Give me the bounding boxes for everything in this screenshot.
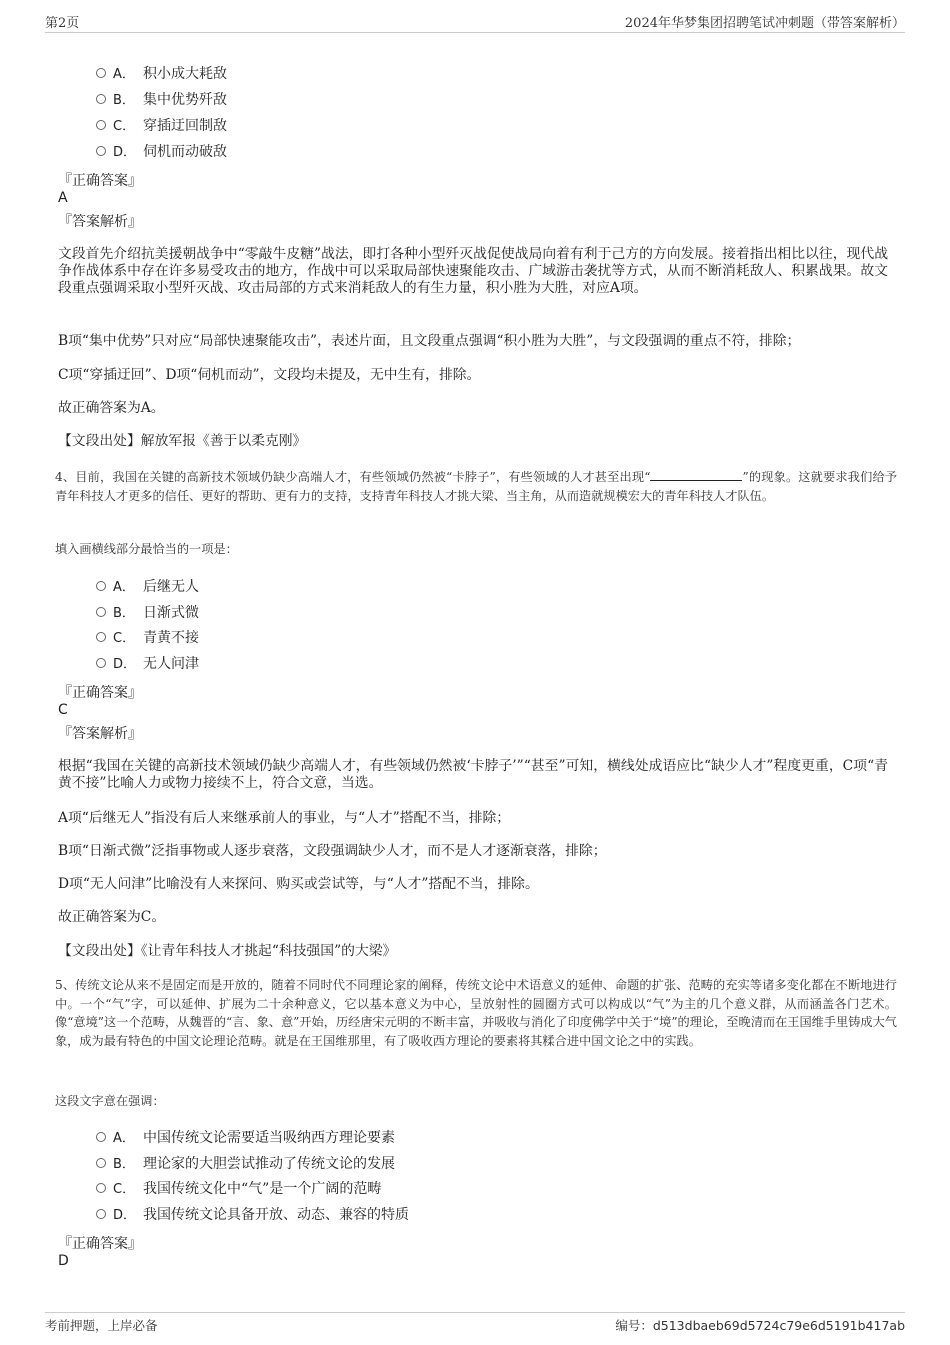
q4-analysis-b: B项“日渐式微”泛指事物或人逐步衰落，文段强调缺少人才，而不是人才逐渐衰落，排除；	[58, 843, 607, 859]
document-code: 编号：d513dbaeb69d5724c79e6d5191b417ab	[615, 1318, 905, 1333]
document-title: 2024年华梦集团招聘笔试冲刺题（带答案解析）	[624, 16, 905, 31]
q3-option-c[interactable]: C． 穿插迂回制敌	[96, 116, 227, 136]
q3-answer: A	[58, 190, 68, 206]
q5-option-a[interactable]: A． 中国传统文论需要适当吸纳西方理论要素	[96, 1128, 395, 1148]
q4-analysis-label: 『答案解析』	[58, 726, 142, 742]
q3-option-b[interactable]: B． 集中优势歼敌	[96, 90, 227, 110]
q3-analysis-cd: C项“穿插迂回”、D项“伺机而动”，文段均未提及，无中生有，排除。	[58, 367, 481, 383]
radio-icon[interactable]	[96, 1158, 106, 1168]
q3-source: 【文段出处】解放军报《善于以柔克刚》	[58, 433, 307, 449]
radio-icon[interactable]	[96, 1132, 106, 1142]
q4-analysis-d: D项“无人问津”比喻没有人来探问、购买或尝试等，与“人才”搭配不当，排除。	[58, 876, 539, 892]
radio-icon[interactable]	[96, 120, 106, 130]
q3-option-d[interactable]: D． 伺机而动破敌	[96, 142, 227, 162]
q5-option-c[interactable]: C． 我国传统文化中“气”是一个广阔的范畴	[96, 1179, 381, 1199]
q4-option-b[interactable]: B． 日渐式微	[96, 603, 199, 623]
q4-answer-label: 『正确答案』	[58, 685, 142, 701]
radio-icon[interactable]	[96, 581, 106, 591]
q4-option-c[interactable]: C． 青黄不接	[96, 628, 199, 648]
q4-source: 【文段出处】《让青年科技人才挑起“科技强国”的大梁》	[58, 943, 397, 959]
q4-option-d[interactable]: D． 无人问津	[96, 654, 199, 674]
radio-icon[interactable]	[96, 658, 106, 668]
q4-analysis-main: 根据“我国在关键的高新技术领域仍缺少高端人才，有些领域仍然被‘卡脖子’”“甚至”可知，横线处成语应比“缺少人才”程度更重，C项“青黄不接”比喻人力或物力接续不上，符合文意，当选。	[58, 758, 888, 791]
q5-answer: D	[58, 1253, 69, 1269]
q4-stem: 4、目前，我国在关键的高新技术领域仍缺少高端人才，有些领域仍然被“卡脖子”，有些领域的人才甚至出现“ ”的现象。这就要求我们给予青年科技人才更多的信任、更好的帮助、更有力的支持，支持青年科技人才挑大梁、当主角，从而造就规模宏大的青年科技人才队伍。	[55, 470, 898, 503]
radio-icon[interactable]	[96, 632, 106, 642]
q3-analysis-b: B项“集中优势”只对应“局部快速聚能攻击”，表述片面，且文段重点强调“积小胜为大胜”，与文段强调的重点不符，排除；	[58, 333, 801, 349]
q3-option-a[interactable]: A． 积小成大耗敌	[96, 64, 227, 84]
q3-conclusion: 故正确答案为A。	[58, 400, 165, 416]
radio-icon[interactable]	[96, 1209, 106, 1219]
radio-icon[interactable]	[96, 1183, 106, 1193]
page-number: 第2页	[45, 16, 80, 31]
q4-option-a[interactable]: A． 后继无人	[96, 577, 199, 597]
q5-stem: 5、传统文论从来不是固定而是开放的，随着不同时代不同理论家的阐释，传统文论中术语意义的延伸、命题的扩张、范畴的充实等诸多变化都在不断地进行中。一个“气”字，可以延伸、扩展为二十余种意义，它以基本意义为中心，呈放射性的圆圈方式可以构成以“气”为主的几个意义群，从而涵盖各门艺术。像“意境”这一个范畴，从魏晋的“言、象、意”开始，历经唐宋元明的不断丰富，并吸收与消化了印度佛学中关于“境”的理论，至晚清而在王国维手里铸成大气象，成为最有特色的中国文论理论范畴。就是在王国维那里，有了吸收西方理论的要素将其糅合进中国文论之中的实践。	[55, 978, 897, 1048]
q5-prompt: 这段文字意在强调：	[55, 1094, 165, 1108]
footer-slogan: 考前押题，上岸必备	[45, 1318, 158, 1333]
q5-option-b[interactable]: B． 理论家的大胆尝试推动了传统文论的发展	[96, 1154, 395, 1174]
q4-analysis-a: A项“后继无人”指没有后人来继承前人的事业，与“人才”搭配不当，排除；	[58, 810, 511, 826]
radio-icon[interactable]	[96, 607, 106, 617]
fill-blank	[650, 468, 742, 481]
radio-icon[interactable]	[96, 94, 106, 104]
q4-conclusion: 故正确答案为C。	[58, 909, 166, 925]
q4-prompt: 填入画横线部分最恰当的一项是：	[55, 542, 238, 556]
page-header	[45, 12, 905, 33]
radio-icon[interactable]	[96, 68, 106, 78]
q3-analysis-main: 文段首先介绍抗美援朝战争中“零敲牛皮糖”战法，即打各种小型歼灭战促使战局向着有利于己方的方向发展。接着指出相比以往，现代战争作战体系中存在许多易受攻击的地方，作战中可以采取局部快速聚能攻击、广域游击袭扰等方式，从而不断消耗敌人、积累战果。故文段重点强调采取小型歼灭战、攻击局部的方式来消耗敌人的有生力量，积小胜为大胜，对应A项。	[58, 246, 888, 296]
page-footer	[45, 1312, 905, 1337]
q5-answer-label: 『正确答案』	[58, 1236, 142, 1252]
q3-answer-label: 『正确答案』	[58, 173, 142, 189]
q5-option-d[interactable]: D． 我国传统文论具备开放、动态、兼容的特质	[96, 1205, 409, 1225]
q4-answer: C	[58, 702, 68, 718]
q3-analysis-label: 『答案解析』	[58, 214, 142, 230]
radio-icon[interactable]	[96, 146, 106, 156]
